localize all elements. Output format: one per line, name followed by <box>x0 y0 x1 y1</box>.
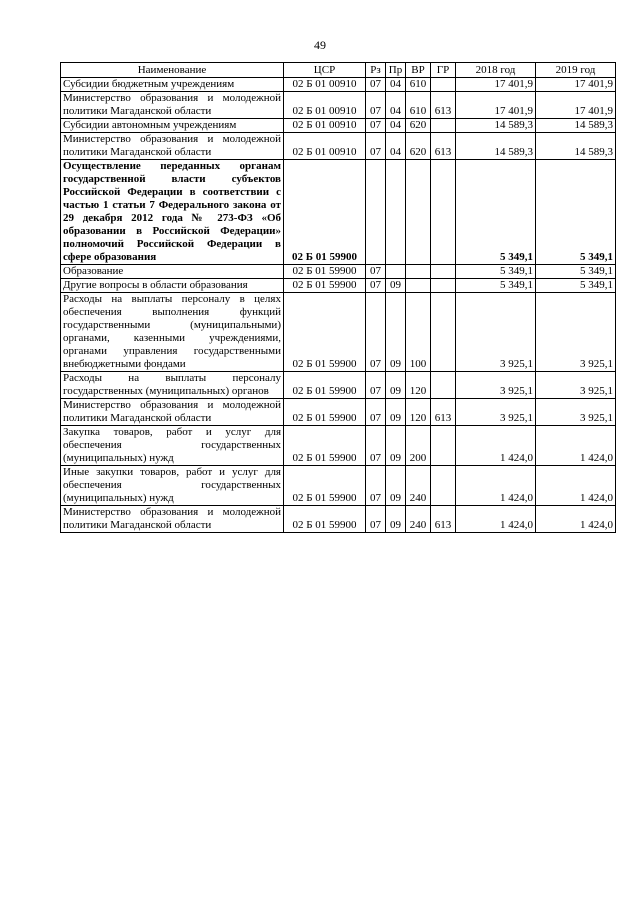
row-rz-cell: 07 <box>366 92 386 119</box>
row-2018-cell: 14 589,3 <box>456 133 536 160</box>
row-gr-cell <box>431 372 456 399</box>
row-csr-cell: 02 Б 01 59900 <box>284 160 366 265</box>
row-name-cell: Расходы на выплаты персоналу государственных (муниципальных) органов <box>61 372 284 399</box>
row-csr-cell: 02 Б 01 59900 <box>284 466 366 506</box>
row-vr-cell: 120 <box>406 399 431 426</box>
row-csr-cell: 02 Б 01 00910 <box>284 119 366 133</box>
row-gr-cell: 613 <box>431 399 456 426</box>
row-name-cell: Закупка товаров, работ и услуг для обеспечения государственных (муниципальных) нужд <box>61 426 284 466</box>
table-row <box>61 92 616 119</box>
row-2018-cell: 5 349,1 <box>456 265 536 279</box>
header-rz: Рз <box>366 63 386 78</box>
row-2019-cell: 3 925,1 <box>536 399 616 426</box>
table-row <box>61 279 616 293</box>
row-vr-cell <box>406 265 431 279</box>
row-rz-cell: 07 <box>366 265 386 279</box>
row-name-cell: Министерство образования и молодежной политики Магаданской области <box>61 506 284 533</box>
row-pr-cell <box>386 160 406 265</box>
row-2018-cell: 3 925,1 <box>456 293 536 372</box>
table-row <box>61 466 616 506</box>
row-pr-cell: 09 <box>386 399 406 426</box>
table-row <box>61 426 616 466</box>
row-rz-cell: 07 <box>366 506 386 533</box>
row-rz-cell <box>366 160 386 265</box>
row-rz-cell: 07 <box>366 78 386 92</box>
header-name: Наименование <box>61 63 284 78</box>
row-csr-cell: 02 Б 01 59900 <box>284 426 366 466</box>
table-row <box>61 265 616 279</box>
row-2019-cell: 3 925,1 <box>536 372 616 399</box>
row-name-cell: Образование <box>61 265 284 279</box>
row-rz-cell: 07 <box>366 426 386 466</box>
row-2018-cell: 1 424,0 <box>456 506 536 533</box>
row-vr-cell <box>406 279 431 293</box>
row-2019-cell: 1 424,0 <box>536 426 616 466</box>
header-gr: ГР <box>431 63 456 78</box>
row-gr-cell <box>431 265 456 279</box>
row-gr-cell <box>431 160 456 265</box>
row-rz-cell: 07 <box>366 466 386 506</box>
page-number: 49 <box>314 38 326 52</box>
row-gr-cell <box>431 119 456 133</box>
row-csr-cell: 02 Б 01 59900 <box>284 399 366 426</box>
row-vr-cell: 200 <box>406 426 431 466</box>
row-vr-cell: 610 <box>406 78 431 92</box>
row-2018-cell: 14 589,3 <box>456 119 536 133</box>
row-2019-cell: 5 349,1 <box>536 279 616 293</box>
row-2018-cell: 5 349,1 <box>456 279 536 293</box>
row-2019-cell: 5 349,1 <box>536 265 616 279</box>
row-csr-cell: 02 Б 01 59900 <box>284 372 366 399</box>
budget-table <box>60 62 616 533</box>
row-vr-cell: 100 <box>406 293 431 372</box>
row-csr-cell: 02 Б 01 59900 <box>284 265 366 279</box>
table-row <box>61 399 616 426</box>
row-vr-cell: 120 <box>406 372 431 399</box>
row-csr-cell: 02 Б 01 00910 <box>284 133 366 160</box>
row-gr-cell: 613 <box>431 133 456 160</box>
row-2018-cell: 1 424,0 <box>456 466 536 506</box>
row-pr-cell: 04 <box>386 78 406 92</box>
row-name-cell: Расходы на выплаты персоналу в целях обеспечения выполнения функций государственными (муниципальными) органами, казенными учреждениями, органами управления государственными внебюджетными фондами <box>61 293 284 372</box>
row-vr-cell: 240 <box>406 506 431 533</box>
row-pr-cell: 09 <box>386 426 406 466</box>
row-gr-cell: 613 <box>431 92 456 119</box>
table-row <box>61 293 616 372</box>
row-name-cell: Министерство образования и молодежной политики Магаданской области <box>61 133 284 160</box>
row-pr-cell: 09 <box>386 372 406 399</box>
header-csr: ЦСР <box>284 63 366 78</box>
table-row <box>61 78 616 92</box>
table-row <box>61 133 616 160</box>
row-name-cell: Субсидии бюджетным учреждениям <box>61 78 284 92</box>
row-gr-cell: 613 <box>431 506 456 533</box>
row-vr-cell <box>406 160 431 265</box>
header-2019: 2019 год <box>536 63 616 78</box>
row-pr-cell: 04 <box>386 133 406 160</box>
row-rz-cell: 07 <box>366 372 386 399</box>
header-pr: Пр <box>386 63 406 78</box>
row-2019-cell: 3 925,1 <box>536 293 616 372</box>
row-2019-cell: 1 424,0 <box>536 506 616 533</box>
row-csr-cell: 02 Б 01 59900 <box>284 279 366 293</box>
row-gr-cell <box>431 426 456 466</box>
row-name-cell: Осуществление переданных органам государственной власти субъектов Российской Федерации в соответствии с частью 1 статьи 7 Федерального закона от 29 декабря 2012 года № 273-ФЗ «Об образовании в Российской Федерации» полномочий Российской Федерации в сфере образования <box>61 160 284 265</box>
row-csr-cell: 02 Б 01 00910 <box>284 92 366 119</box>
row-name-cell: Другие вопросы в области образования <box>61 279 284 293</box>
table-row <box>61 372 616 399</box>
row-pr-cell <box>386 265 406 279</box>
row-csr-cell: 02 Б 01 00910 <box>284 78 366 92</box>
table-row <box>61 119 616 133</box>
row-rz-cell: 07 <box>366 279 386 293</box>
row-pr-cell: 04 <box>386 119 406 133</box>
row-csr-cell: 02 Б 01 59900 <box>284 506 366 533</box>
row-vr-cell: 610 <box>406 92 431 119</box>
row-2019-cell: 17 401,9 <box>536 78 616 92</box>
header-vr: ВР <box>406 63 431 78</box>
row-2019-cell: 14 589,3 <box>536 119 616 133</box>
table-row <box>61 160 616 265</box>
row-name-cell: Министерство образования и молодежной политики Магаданской области <box>61 92 284 119</box>
row-name-cell: Иные закупки товаров, работ и услуг для обеспечения государственных (муниципальных) нужд <box>61 466 284 506</box>
row-vr-cell: 620 <box>406 133 431 160</box>
row-rz-cell: 07 <box>366 133 386 160</box>
row-gr-cell <box>431 78 456 92</box>
row-pr-cell: 09 <box>386 506 406 533</box>
row-gr-cell <box>431 293 456 372</box>
row-pr-cell: 04 <box>386 92 406 119</box>
table-body <box>61 78 616 533</box>
row-2018-cell: 17 401,9 <box>456 78 536 92</box>
row-name-cell: Министерство образования и молодежной политики Магаданской области <box>61 399 284 426</box>
row-2019-cell: 17 401,9 <box>536 92 616 119</box>
row-vr-cell: 620 <box>406 119 431 133</box>
row-rz-cell: 07 <box>366 119 386 133</box>
row-2018-cell: 3 925,1 <box>456 372 536 399</box>
row-2019-cell: 1 424,0 <box>536 466 616 506</box>
row-pr-cell: 09 <box>386 466 406 506</box>
row-pr-cell: 09 <box>386 293 406 372</box>
row-2018-cell: 17 401,9 <box>456 92 536 119</box>
row-gr-cell <box>431 466 456 506</box>
header-2018: 2018 год <box>456 63 536 78</box>
row-gr-cell <box>431 279 456 293</box>
row-2018-cell: 5 349,1 <box>456 160 536 265</box>
table-row <box>61 506 616 533</box>
row-2018-cell: 3 925,1 <box>456 399 536 426</box>
row-2018-cell: 1 424,0 <box>456 426 536 466</box>
row-rz-cell: 07 <box>366 293 386 372</box>
table-header-row <box>61 63 616 78</box>
row-vr-cell: 240 <box>406 466 431 506</box>
row-csr-cell: 02 Б 01 59900 <box>284 293 366 372</box>
row-pr-cell: 09 <box>386 279 406 293</box>
row-2019-cell: 5 349,1 <box>536 160 616 265</box>
row-2019-cell: 14 589,3 <box>536 133 616 160</box>
row-rz-cell: 07 <box>366 399 386 426</box>
row-name-cell: Субсидии автономным учреждениям <box>61 119 284 133</box>
